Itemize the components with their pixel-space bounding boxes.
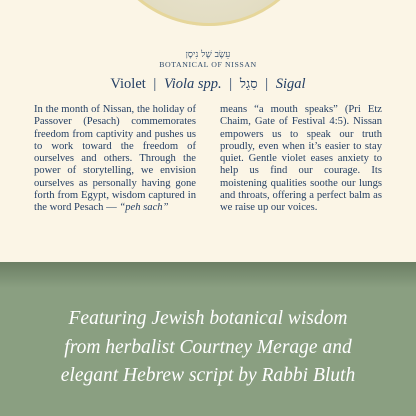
botanical-label: BOTANICAL OF NISSAN bbox=[159, 60, 257, 69]
title-latin: Viola spp. bbox=[163, 76, 222, 92]
tagline-line: elegant Hebrew script by Rabbi Bluth bbox=[60, 365, 356, 386]
tagline-line: Featuring Jewish botanical wisdom bbox=[68, 308, 348, 329]
title-separator: | bbox=[265, 76, 269, 92]
promo-tagline bbox=[0, 305, 416, 391]
tagline-line: from herbalist Courtney Merage and bbox=[64, 336, 352, 358]
title-transliteration: Sigal bbox=[275, 76, 306, 92]
hebrew-heading: עֵשֶׂב שֶׁל נִיסָן bbox=[185, 50, 231, 60]
botanical-illustration-circle bbox=[98, 0, 320, 26]
body-text-right: means “a mouth speaks” (Pri Etz Chaim, Gate of Festival 4:5). Nissan empowers us to speak our truth proudly, even when it’s easier to stay quiet. Gentle violet eases anxiety to help us find our courage. Its moistening qualities soothe our lungs and throats, offering a perfect balm as we raise up our voices. bbox=[220, 104, 382, 214]
body-column-right bbox=[220, 104, 382, 215]
title-english: Violet bbox=[110, 76, 146, 92]
peh-sach-phrase: “peh sach” bbox=[119, 202, 169, 214]
title-separator: | bbox=[229, 76, 233, 92]
title-separator: | bbox=[153, 76, 157, 92]
body-text-left: In the month of Nissan, the holiday of Passover (Pesach) commemorates freedom from captivity and pushes us to work toward the freedom of ourselves and others. Through the power of storytelling, we envision ourselves as personally having gone forth from Egypt, wisdom captured in the word Pesach — bbox=[34, 104, 196, 214]
title-hebrew: סִגַל bbox=[239, 77, 258, 92]
plant-title bbox=[0, 76, 416, 93]
body-column-left bbox=[34, 104, 196, 215]
